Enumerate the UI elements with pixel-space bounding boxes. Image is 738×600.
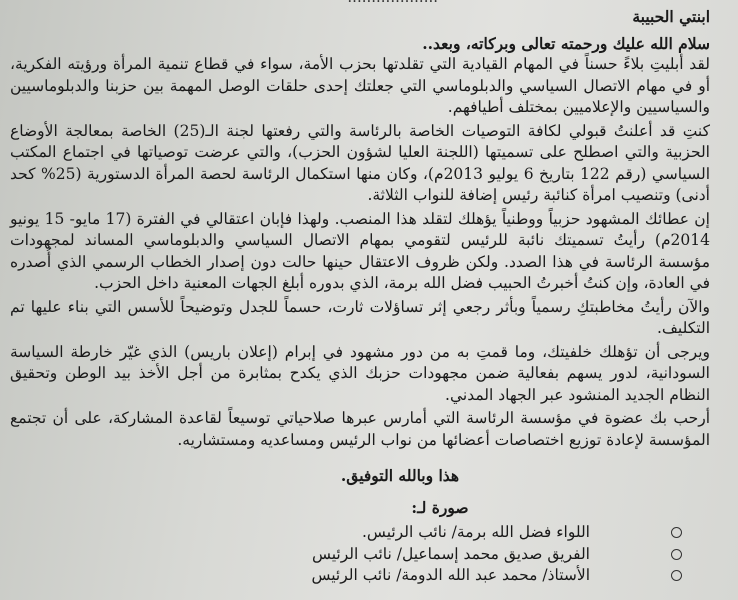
copy-to-recipient: اللواء فضل الله برمة/ نائب الرئيس.: [362, 523, 590, 541]
letter-body: [10, 0, 710, 587]
circle-bullet-icon: [671, 549, 682, 560]
salutation: ابنتي الحبيبة: [632, 7, 710, 26]
paragraph-achievements: لقد أبليتِ بلاءً حسناً في المهام القيادية التي تقلدتها بحزب الأمة، سواء في قطاع تنمية المرأة ورؤيته الفكرية، أو في مهام الاتصال السياسي والدبلوماسي التي جعلتك إحدى حلقات الوصل المهمة بين حزبنا والدبلوماسيين والسياسيين والإعلاميين بمختلف أطيافهم.: [10, 55, 710, 116]
copy-to-item: [10, 522, 590, 544]
greeting: سلام الله عليك ورحمته تعالى وبركاته، وبعد..: [422, 33, 710, 53]
copy-to-heading: صورة لـ:: [411, 497, 469, 517]
paragraph-welcome: أرحب بك عضوة في مؤسسة الرئاسة التي أمارس عبرها صلاحياتي توسيعاً لقاعدة المشاركة، على أن تجتمع المؤسسة لإعادة توزيع اختصاصات أعضائها من نواب الرئيس ومساعديه ومستشاريه.: [10, 409, 710, 449]
closing: هذا وبالله التوفيق.: [340, 466, 460, 485]
circle-bullet-icon: [671, 527, 682, 538]
circle-bullet-icon: [671, 570, 682, 581]
copy-to-recipient: الأستاذ/ محمد عبد الله الدومة/ نائب الرئيس: [311, 566, 590, 584]
paragraph-recommendations: كنتِ قد أعلنتُ قبولي لكافة التوصيات الخاصة بالرئاسة والتي رفعتها لجنة الـ(25) الخاصة بمعالجة الأوضاع الحزبية والتي اصطلح على تسميتها (اللجنة العليا لشؤون الحزب)، والتي عرضت توصياتها في اجتماع المكتب السياسي (رقم 122 بتاريخ 6 يوليو 2013م)، وكان منها استكمال الرئاسة لحصة المرأة الدستورية (25% كحد أدنى) وتنصيب امرأة كنائبة رئيس إضافة للنواب الثلاثة.: [10, 121, 711, 204]
copy-to-item: [10, 565, 590, 587]
copy-to-recipient: الفريق صديق محمد إسماعيل/ نائب الرئيس: [311, 544, 590, 563]
paragraph-clarification: والآن رأيتُ مخاطبتكِ رسمياً وبأثر رجعي إثر تساؤلات ثارت، حسماً للجدل وتوضيحاً للأسس التي بناء عليها تم التكليف.: [10, 297, 710, 337]
cut-off-header-text: [347, 0, 438, 6]
paragraph-paris-declaration: ويرجى أن تؤهلك خلفيتك، وما قمتِ به من دور مشهود في إبرام (إعلان باريس) الذي غيّر خارطة السياسة السودانية، لدور يسهم بفعالية ضمن مجهودات حزبك الذي يكدح بمثابرة من أجل الأخذ بيد الوطن وتحقيق النظام الجديد المنشود عبر الجهاد المدني.: [10, 342, 710, 404]
paragraph-appointment: إن عطائك المشهود حزبياً ووطنياً يؤهلك لتقلد هذا المنصب. ولهذا فإبان اعتقالي في الفترة (17 مايو- 15 يونيو 2014م) رأيتُ تسميتك نائبة للرئيس لتقومي بمهام الاتصال السياسي والدبلوماسي المساند لمجهودات مؤسسة الرئاسة في هذا الصدد. ولكن ظروف الاعتقال حينها حالت دون إصدار الخطاب الرسمي الذي أُصدره في العادة، وإن كنتُ أخبرتُ الحبيب فضل الله برمة، الذي بدوره أبلغ الجهات المعنية داخل الحزب.: [10, 209, 710, 292]
copy-to-item: [10, 544, 590, 566]
copy-to-list: [10, 522, 710, 587]
